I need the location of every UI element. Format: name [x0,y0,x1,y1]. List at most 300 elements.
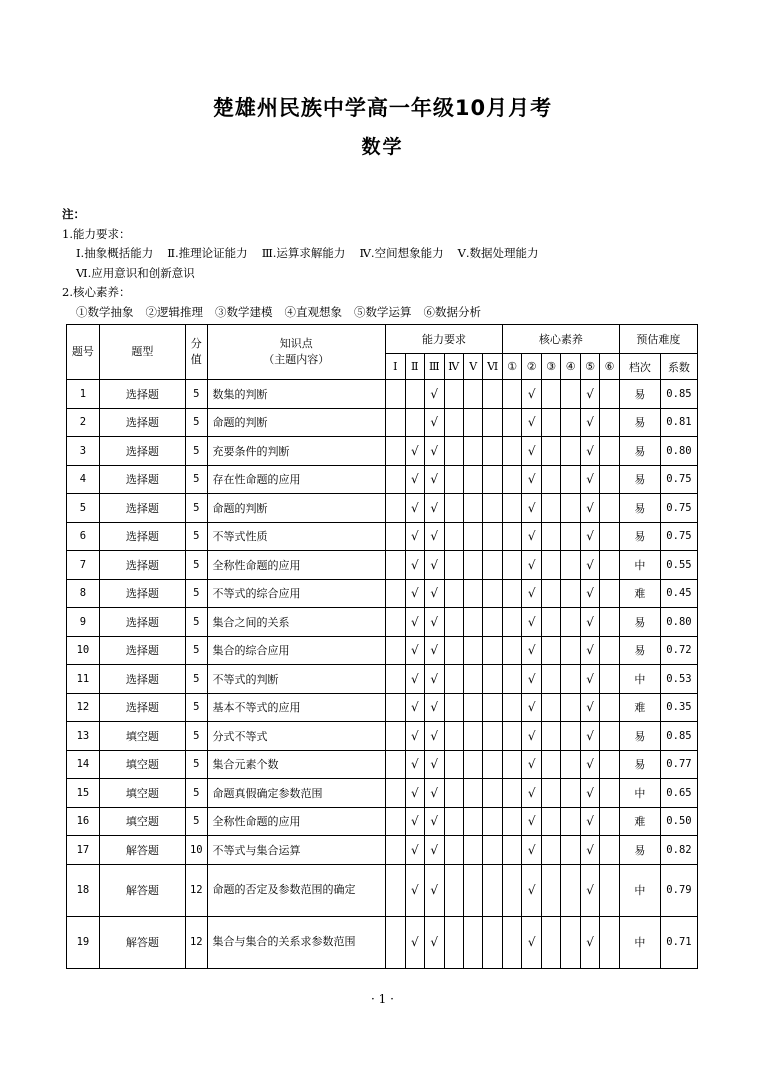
cell-coef: 0.35 [660,693,697,722]
page-title: 楚雄州民族中学高一年级10月月考 [212,96,553,120]
cell-core: √ [522,807,541,836]
cell-topic: 命题的判断 [207,408,386,437]
cell-type: 选择题 [99,380,185,409]
cell-ability [463,494,482,523]
cell-ability: √ [405,522,424,551]
cell-ability: √ [425,551,444,580]
cell-topic: 命题真假确定参数范围 [207,779,386,808]
cell-ability [444,779,463,808]
cell-ability [483,636,502,665]
cell-core [561,665,580,694]
cell-no: 10 [67,636,100,665]
table-row [67,522,698,551]
cell-ability: √ [405,779,424,808]
cell-score: 5 [186,494,208,523]
cell-core [600,693,619,722]
cell-ability [386,608,405,637]
cell-topic: 分式不等式 [207,722,386,751]
table-row [67,665,698,694]
table-row [67,836,698,865]
cell-core [541,722,560,751]
header-ability-col: Ⅱ [405,354,424,380]
cell-core [541,437,560,466]
cell-ability: √ [405,693,424,722]
cell-ability [483,916,502,968]
cell-core [561,408,580,437]
cell-ability [483,551,502,580]
cell-core [502,579,521,608]
cell-ability [483,380,502,409]
cell-coef: 0.75 [660,522,697,551]
cell-coef: 0.85 [660,380,697,409]
cell-core: √ [522,551,541,580]
cell-core [600,779,619,808]
header-core-col: ④ [561,354,580,380]
cell-core [541,779,560,808]
core-item: ⑥数据分析 [423,304,481,319]
ability-item: Ⅱ.推理论证能力 [167,246,248,260]
cell-core [502,693,521,722]
cell-core: √ [580,916,599,968]
cell-core [541,551,560,580]
cell-core: √ [522,608,541,637]
cell-topic: 数集的判断 [207,380,386,409]
cell-core [600,408,619,437]
cell-ability [483,722,502,751]
cell-score: 5 [186,579,208,608]
cell-ability: √ [425,665,444,694]
cell-score: 5 [186,522,208,551]
cell-score: 5 [186,779,208,808]
cell-core [561,750,580,779]
cell-ability [483,750,502,779]
cell-core [502,665,521,694]
table-row [67,722,698,751]
cell-level: 中 [619,864,660,916]
cell-ability [483,665,502,694]
cell-ability [444,665,463,694]
table-row [67,693,698,722]
cell-core [541,836,560,865]
cell-core: √ [580,779,599,808]
cell-core [502,722,521,751]
cell-ability [463,522,482,551]
cell-level: 易 [619,437,660,466]
cell-core: √ [522,465,541,494]
cell-ability [444,750,463,779]
cell-no: 6 [67,522,100,551]
notes-section [62,205,553,322]
cell-ability: √ [425,465,444,494]
cell-topic: 不等式与集合运算 [207,836,386,865]
cell-core [600,437,619,466]
cell-ability [444,437,463,466]
header-ability-col: Ⅲ [425,354,444,380]
cell-ability [444,522,463,551]
cell-coef: 0.72 [660,636,697,665]
cell-ability: √ [425,636,444,665]
cell-ability [444,836,463,865]
cell-level: 难 [619,693,660,722]
cell-coef: 0.77 [660,750,697,779]
cell-ability [386,380,405,409]
cell-no: 8 [67,579,100,608]
cell-ability [483,693,502,722]
cell-type: 选择题 [99,551,185,580]
cell-ability [483,608,502,637]
cell-ability [463,636,482,665]
cell-ability: √ [425,408,444,437]
cell-coef: 0.45 [660,579,697,608]
cell-level: 易 [619,494,660,523]
cell-core [502,380,521,409]
header-ability-col: Ⅰ [386,354,405,380]
cell-ability [463,579,482,608]
cell-core: √ [522,579,541,608]
table-row [67,579,698,608]
cell-topic: 集合元素个数 [207,750,386,779]
cell-ability [444,864,463,916]
cell-ability [444,465,463,494]
cell-level: 易 [619,722,660,751]
cell-no: 13 [67,722,100,751]
cell-core [502,494,521,523]
ability-item: Ⅰ.抽象概括能力 [76,246,154,260]
cell-ability [386,522,405,551]
cell-no: 7 [67,551,100,580]
cell-core: √ [580,636,599,665]
cell-score: 5 [186,608,208,637]
cell-type: 选择题 [99,408,185,437]
cell-ability [444,722,463,751]
cell-core [541,636,560,665]
cell-no: 16 [67,807,100,836]
cell-no: 1 [67,380,100,409]
cell-ability [444,579,463,608]
cell-level: 难 [619,807,660,836]
cell-ability [463,750,482,779]
table-row [67,494,698,523]
cell-core [541,522,560,551]
cell-ability [386,494,405,523]
cell-type: 选择题 [99,693,185,722]
cell-core [600,722,619,751]
cell-core [541,380,560,409]
cell-core [502,836,521,865]
cell-ability [386,693,405,722]
cell-ability [463,722,482,751]
cell-core [541,665,560,694]
cell-score: 5 [186,722,208,751]
cell-type: 选择题 [99,522,185,551]
cell-core [600,494,619,523]
cell-core [561,779,580,808]
cell-ability: √ [425,437,444,466]
cell-topic: 命题的否定及参数范围的确定 [207,864,386,916]
cell-core: √ [522,665,541,694]
cell-core: √ [580,494,599,523]
spec-table [66,324,698,969]
header-topic-l2: （主题内容） [263,353,330,366]
cell-ability [463,437,482,466]
cell-type: 填空题 [99,750,185,779]
cell-no: 15 [67,779,100,808]
cell-ability [463,807,482,836]
header-type: 题型 [99,325,185,380]
cell-core: √ [580,579,599,608]
cell-ability: √ [425,380,444,409]
cell-score: 5 [186,693,208,722]
cell-no: 18 [67,864,100,916]
notes-heading: 注： [62,207,85,221]
header-core-col: ⑥ [600,354,619,380]
cell-ability: √ [425,579,444,608]
cell-core [600,636,619,665]
cell-topic: 不等式的综合应用 [207,579,386,608]
cell-type: 解答题 [99,836,185,865]
cell-ability [386,722,405,751]
cell-topic: 基本不等式的应用 [207,693,386,722]
cell-core: √ [522,779,541,808]
cell-ability [483,522,502,551]
cell-core [600,864,619,916]
cell-ability [483,779,502,808]
core-item: ③数学建模 [215,304,273,319]
ability-item: Ⅴ.数据处理能力 [457,246,539,260]
cell-ability: √ [405,807,424,836]
header-score-l2: 值 [190,353,202,366]
cell-ability: √ [425,807,444,836]
cell-core [502,864,521,916]
cell-type: 填空题 [99,779,185,808]
cell-core [600,551,619,580]
cell-ability: √ [405,836,424,865]
cell-ability: √ [425,864,444,916]
cell-type: 解答题 [99,864,185,916]
header-ability-col: Ⅳ [444,354,463,380]
cell-ability [463,779,482,808]
cell-level: 易 [619,636,660,665]
header-core-col: ① [502,354,521,380]
cell-ability: √ [405,608,424,637]
cell-core [561,380,580,409]
cell-level: 易 [619,380,660,409]
cell-core [561,693,580,722]
cell-ability [463,608,482,637]
cell-core [541,807,560,836]
cell-type: 选择题 [99,665,185,694]
header-core-col: ⑤ [580,354,599,380]
cell-core: √ [580,380,599,409]
cell-type: 选择题 [99,465,185,494]
cell-ability [386,836,405,865]
cell-ability [463,551,482,580]
cell-core [561,579,580,608]
cell-score: 5 [186,551,208,580]
cell-level: 易 [619,750,660,779]
cell-core [600,916,619,968]
cell-topic: 集合之间的关系 [207,608,386,637]
cell-level: 难 [619,579,660,608]
ability-item: Ⅲ.运算求解能力 [261,246,346,260]
cell-core [541,864,560,916]
cell-core: √ [580,807,599,836]
cell-core [502,551,521,580]
cell-ability: √ [425,916,444,968]
table-row [67,807,698,836]
cell-score: 5 [186,665,208,694]
cell-core: √ [580,408,599,437]
cell-ability: √ [425,693,444,722]
cell-type: 解答题 [99,916,185,968]
cell-core [600,836,619,865]
cell-core [541,916,560,968]
cell-ability: √ [425,779,444,808]
cell-core: √ [580,522,599,551]
header-coef: 系数 [660,354,697,380]
core-literacy-list [62,303,553,323]
cell-core [502,465,521,494]
cell-score: 10 [186,836,208,865]
cell-ability [386,465,405,494]
cell-core: √ [522,522,541,551]
cell-ability [386,437,405,466]
cell-core [502,750,521,779]
page-number: · 1 · [371,992,394,1006]
cell-core [561,551,580,580]
cell-score: 5 [186,750,208,779]
table-row [67,465,698,494]
cell-core: √ [522,636,541,665]
cell-core [502,779,521,808]
cell-no: 3 [67,437,100,466]
cell-ability [463,380,482,409]
cell-topic: 充要条件的判断 [207,437,386,466]
cell-ability [483,579,502,608]
cell-core: √ [522,722,541,751]
cell-no: 4 [67,465,100,494]
cell-ability: √ [425,522,444,551]
cell-topic: 全称性命题的应用 [207,551,386,580]
cell-ability [463,665,482,694]
table-row [67,779,698,808]
cell-ability: √ [405,465,424,494]
cell-score: 5 [186,807,208,836]
cell-core: √ [522,864,541,916]
cell-core: √ [522,836,541,865]
cell-type: 选择题 [99,437,185,466]
cell-no: 5 [67,494,100,523]
header-level: 档次 [619,354,660,380]
header-core-col: ② [522,354,541,380]
cell-core: √ [522,916,541,968]
header-topic-l1: 知识点 [279,337,313,350]
cell-ability [463,916,482,968]
cell-ability: √ [405,494,424,523]
cell-level: 易 [619,408,660,437]
cell-no: 11 [67,665,100,694]
cell-core [600,608,619,637]
cell-ability: √ [405,579,424,608]
cell-ability: √ [425,750,444,779]
cell-core [561,722,580,751]
cell-ability: √ [405,665,424,694]
cell-topic: 集合与集合的关系求参数范围 [207,916,386,968]
cell-core [600,465,619,494]
cell-ability [386,551,405,580]
table-row [67,864,698,916]
cell-topic: 命题的判断 [207,494,386,523]
cell-ability [386,807,405,836]
cell-ability: √ [405,750,424,779]
core-item: ⑤数学运算 [354,304,412,319]
core-item: ①数学抽象 [76,304,134,319]
cell-core [561,836,580,865]
ability-heading: 1.能力要求： [62,226,131,241]
cell-core: √ [522,750,541,779]
cell-core [541,579,560,608]
cell-topic: 集合的综合应用 [207,636,386,665]
cell-core [502,807,521,836]
cell-coef: 0.85 [660,722,697,751]
cell-core: √ [580,722,599,751]
cell-ability: √ [405,437,424,466]
cell-coef: 0.80 [660,608,697,637]
cell-core [502,608,521,637]
cell-ability [483,864,502,916]
cell-coef: 0.80 [660,437,697,466]
cell-core [541,494,560,523]
header-ability: 能力要求 [386,325,503,354]
cell-ability [405,408,424,437]
cell-score: 5 [186,380,208,409]
cell-ability [444,693,463,722]
cell-ability [463,836,482,865]
cell-ability [483,807,502,836]
cell-coef: 0.75 [660,465,697,494]
cell-core [561,636,580,665]
cell-core [600,579,619,608]
cell-core [502,408,521,437]
ability-item: Ⅵ.应用意识和创新意识 [76,265,195,280]
cell-score: 5 [186,636,208,665]
cell-coef: 0.79 [660,864,697,916]
cell-ability [444,916,463,968]
cell-core [600,807,619,836]
cell-level: 中 [619,916,660,968]
cell-ability: √ [425,836,444,865]
cell-core: √ [580,608,599,637]
cell-topic: 不等式的判断 [207,665,386,694]
cell-coef: 0.65 [660,779,697,808]
cell-no: 19 [67,916,100,968]
cell-core [541,465,560,494]
cell-type: 填空题 [99,807,185,836]
cell-type: 选择题 [99,494,185,523]
header-score-l1: 分 [190,337,202,350]
cell-score: 12 [186,864,208,916]
cell-core [561,807,580,836]
header-topic [207,325,386,380]
cell-coef: 0.53 [660,665,697,694]
ability-list-line2 [62,264,553,284]
cell-core: √ [580,750,599,779]
cell-ability [386,864,405,916]
cell-level: 易 [619,522,660,551]
cell-core [541,408,560,437]
cell-coef: 0.55 [660,551,697,580]
table-row [67,916,698,968]
